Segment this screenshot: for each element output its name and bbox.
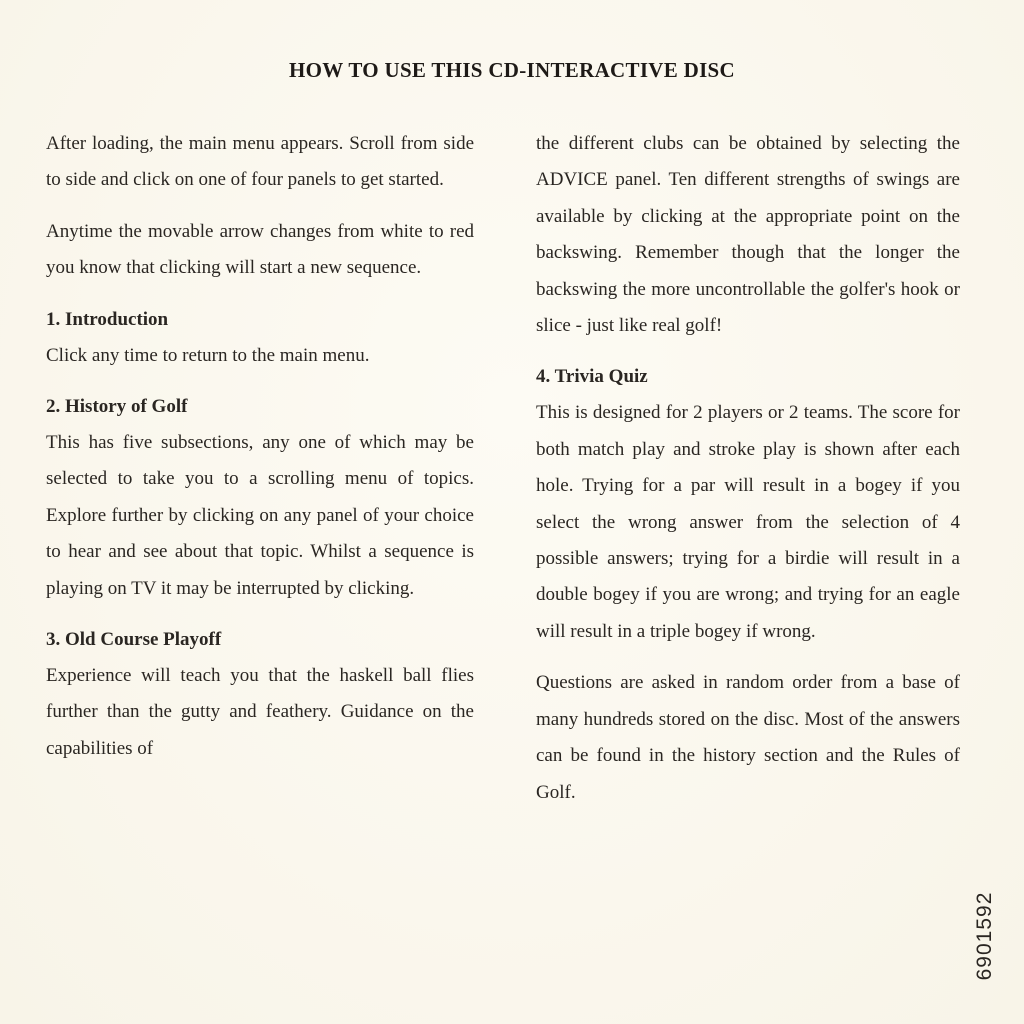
intro-paragraph-1: After loading, the main menu appears. Scroll from side to side and click on one of four panels to get started.	[46, 133, 474, 191]
catalog-number: 6901592	[973, 891, 996, 981]
section-playoff-heading: 3. Old Course Playoff	[46, 629, 222, 651]
section-introduction-heading: 1. Introduction	[46, 308, 169, 330]
section-trivia-body: This is designed for 2 players or 2 teams. The score for both match play and stroke play is shown after each hole. Trying for a par will result in a bogey if you select the wrong answer from the selection of 4 possible answers; trying for a birdie will result in a double bogey if you are wrong; and trying for an eagle will result in a triple bogey if wrong.	[536, 402, 960, 642]
page-title: HOW TO USE THIS CD-INTERACTIVE DISC	[289, 58, 735, 82]
left-column	[46, 126, 474, 782]
section-history-heading: 2. History of Golf	[46, 396, 188, 418]
closing-paragraph: Questions are asked in random order from a base of many hundreds stored on the disc. Most of the answers can be found in the history section and the Rules of Golf.	[536, 672, 960, 803]
section-trivia-heading: 4. Trivia Quiz	[536, 366, 648, 388]
section-playoff-body-part1: Experience will teach you that the haskell ball flies further than the gutty and feathery. Guidance on the capabilities of	[46, 665, 474, 759]
right-column	[536, 126, 960, 826]
intro-paragraph-2: Anytime the movable arrow changes from white to red you know that clicking will start a new sequence.	[46, 220, 474, 279]
section-history-body: This has five subsections, any one of which may be selected to take you to a scrolling menu of topics. Explore further by clicking on any panel of your choice to hear and see about that topic. Whilst a sequence is playing on TV it may be interrupted by clicking.	[46, 432, 474, 599]
section-playoff-body-part2: the different clubs can be obtained by selecting the ADVICE panel. Ten different strengths of swings are available by clicking at the appropriate point on the backswing. Remember though that the longer the backswing the more uncontrollable the golfer's hook or slice - just like real golf!	[536, 133, 960, 337]
section-introduction-body: Click any time to return to the main menu.	[46, 344, 370, 366]
